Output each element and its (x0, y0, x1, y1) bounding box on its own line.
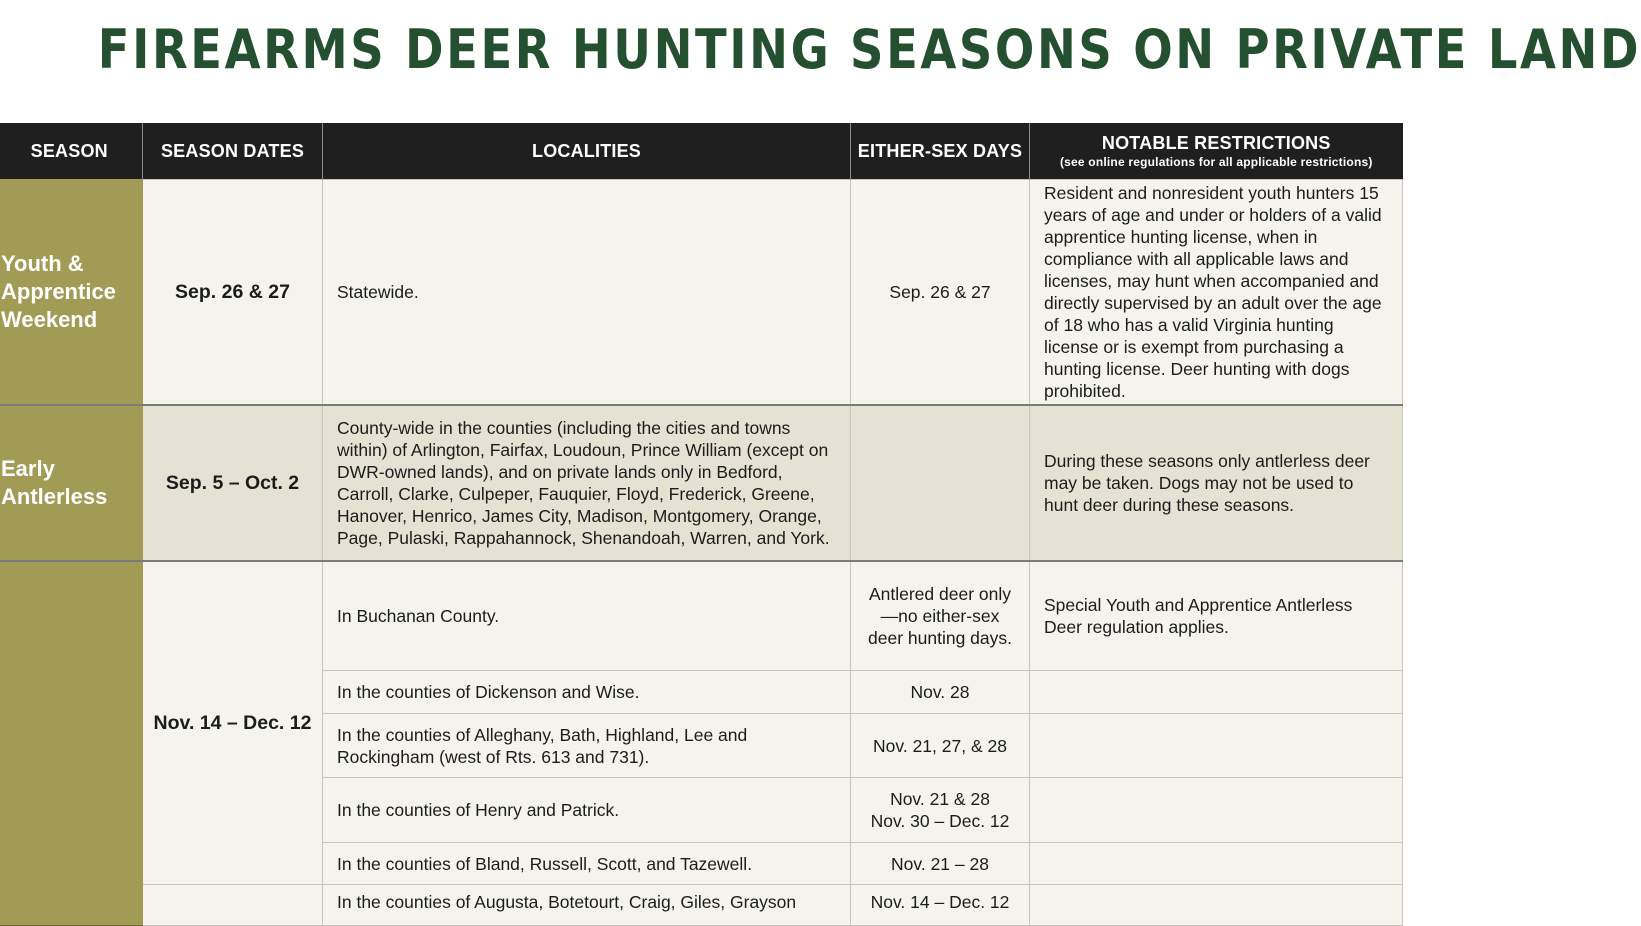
localities-cell: In the counties of Bland, Russell, Scott, and Tazewell. (323, 843, 851, 885)
localities-cell: Statewide. (323, 180, 851, 406)
header-either-sex-days: EITHER-SEX DAYS (851, 123, 1030, 180)
restrictions-cell (1030, 778, 1403, 843)
localities-text: In the counties of Augusta, Botetourt, Craig, Giles, Grayson (337, 892, 797, 912)
either-sex-days-cell (851, 405, 1030, 561)
table-row (0, 885, 1403, 926)
table-row (0, 180, 1403, 406)
table-row (0, 561, 1403, 671)
season-dates: Nov. 14 – Dec. 12 (143, 561, 323, 885)
localities-cell: County-wide in the counties (including the cities and towns within) of Arlington, Fairfax, Loudoun, Prince William (except on DWR-owned lands), and on private lands only in Bedford, Carroll, Clarke, Culpeper, Fauquier, Floyd, Frederick, Greene, Hanover, Henrico, James City, Madison, Montgomery, Orange, Page, Pulaski, Rappahannock, Shenandoah, Warren, and York. (323, 405, 851, 561)
season-dates: Sep. 5 – Oct. 2 (143, 405, 323, 561)
season-name: Youth & Apprentice Weekend (0, 180, 143, 406)
restrictions-cell (1030, 671, 1403, 714)
localities-cell (323, 885, 851, 926)
seasons-table (0, 123, 1403, 926)
restrictions-cell: Special Youth and Apprentice Antlerless Deer regulation applies. (1030, 561, 1403, 671)
restrictions-cell: Resident and nonresident youth hunters 15 years of age and under or holders of a valid apprentice hunting license, when in compliance with all applicable laws and licenses, may hunt when accompanied and directly supervised by an adult over the age of 18 who has a valid Virginia hunting license or is exempt from purchasing a hunting license. Deer hunting with dogs prohibited. (1030, 180, 1403, 406)
table-row (0, 405, 1403, 561)
season-dates-continued (143, 885, 323, 926)
restrictions-cell (1030, 885, 1403, 926)
restrictions-cell: During these seasons only antlerless deer may be taken. Dogs may not be used to hunt deer during these seasons. (1030, 405, 1403, 561)
either-sex-days-cell: Sep. 26 & 27 (851, 180, 1030, 406)
either-sex-days-cell (851, 885, 1030, 926)
season-name (0, 561, 143, 926)
localities-cell: In Buchanan County. (323, 561, 851, 671)
localities-cell: In the counties of Alleghany, Bath, Highland, Lee and Rockingham (west of Rts. 613 and 731). (323, 714, 851, 778)
table-header-row (0, 123, 1403, 180)
header-notable-restrictions (1030, 123, 1403, 180)
either-sex-days-line: Nov. 21 & 28 (890, 789, 990, 809)
restrictions-cell (1030, 843, 1403, 885)
header-season: SEASON (0, 123, 143, 180)
restrictions-cell (1030, 714, 1403, 778)
either-sex-days-line: Nov. 30 – Dec. 12 (870, 811, 1010, 831)
season-dates: Sep. 26 & 27 (143, 180, 323, 406)
localities-cell: In the counties of Dickenson and Wise. (323, 671, 851, 714)
either-sex-days-cell: Antlered deer only—no either-sex deer hunting days. (851, 561, 1030, 671)
either-sex-days-cell (851, 778, 1030, 843)
either-sex-days-cell: Nov. 21, 27, & 28 (851, 714, 1030, 778)
header-localities: LOCALITIES (323, 123, 851, 180)
season-name: Early Antlerless (0, 405, 143, 561)
either-sex-days-cell: Nov. 28 (851, 671, 1030, 714)
either-sex-days-cell: Nov. 21 – 28 (851, 843, 1030, 885)
page-title: FIREARMS DEER HUNTING SEASONS ON PRIVATE LAND (97, 18, 1641, 81)
header-season-dates: SEASON DATES (143, 123, 323, 180)
localities-cell: In the counties of Henry and Patrick. (323, 778, 851, 843)
header-restrictions-label: NOTABLE RESTRICTIONS (1101, 133, 1331, 153)
header-restrictions-note: (see online regulations for all applicable restrictions) (1059, 155, 1373, 169)
either-sex-days-text: Nov. 14 – Dec. 12 (870, 892, 1010, 912)
